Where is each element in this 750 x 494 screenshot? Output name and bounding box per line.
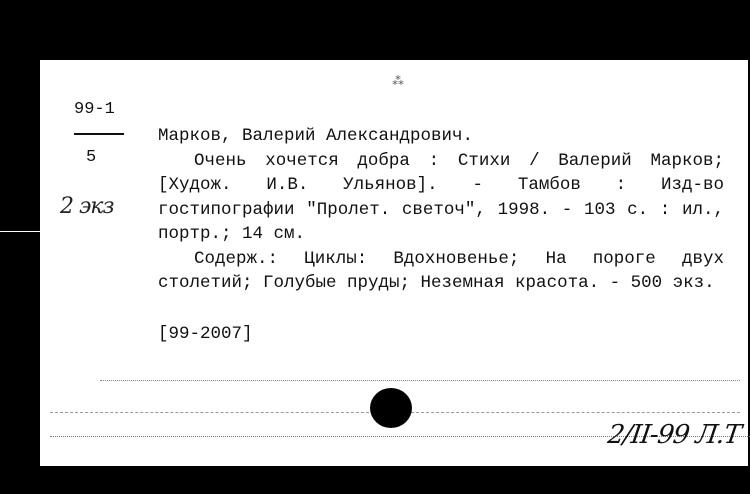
scan-noise-line: [100, 380, 740, 389]
call-number-rule: [74, 133, 124, 135]
handwritten-copies-note: 2 экз: [60, 194, 114, 219]
card-punch-hole: [370, 388, 412, 428]
handwritten-signature: 2/II-99 Л.Т: [605, 420, 743, 450]
scan-edge-line: [0, 231, 40, 232]
bibliographic-entry: [158, 124, 724, 346]
catalog-card: [40, 60, 748, 466]
scan-speck: ⁂: [392, 75, 404, 89]
call-number-sub: 5: [86, 148, 97, 167]
contents-note: Содерж.: Циклы: Вдохновенье; На пороге двух столетий; Голубые пруды; Неземная красота. - 500 экз.: [158, 248, 724, 293]
title-description: Очень хочется добра : Стихи / Валерий Марков; [Худож. И.В. Ульянов]. - Тамбов : Изд-во гостипографии "Пролет. светоч", 1998. - 103 с. : ил., портр.; 14 см.: [158, 150, 724, 244]
author-heading: Марков, Валерий Александрович.: [158, 126, 474, 146]
control-number: [99-2007]: [158, 323, 253, 344]
call-number: 99-1: [74, 100, 115, 119]
